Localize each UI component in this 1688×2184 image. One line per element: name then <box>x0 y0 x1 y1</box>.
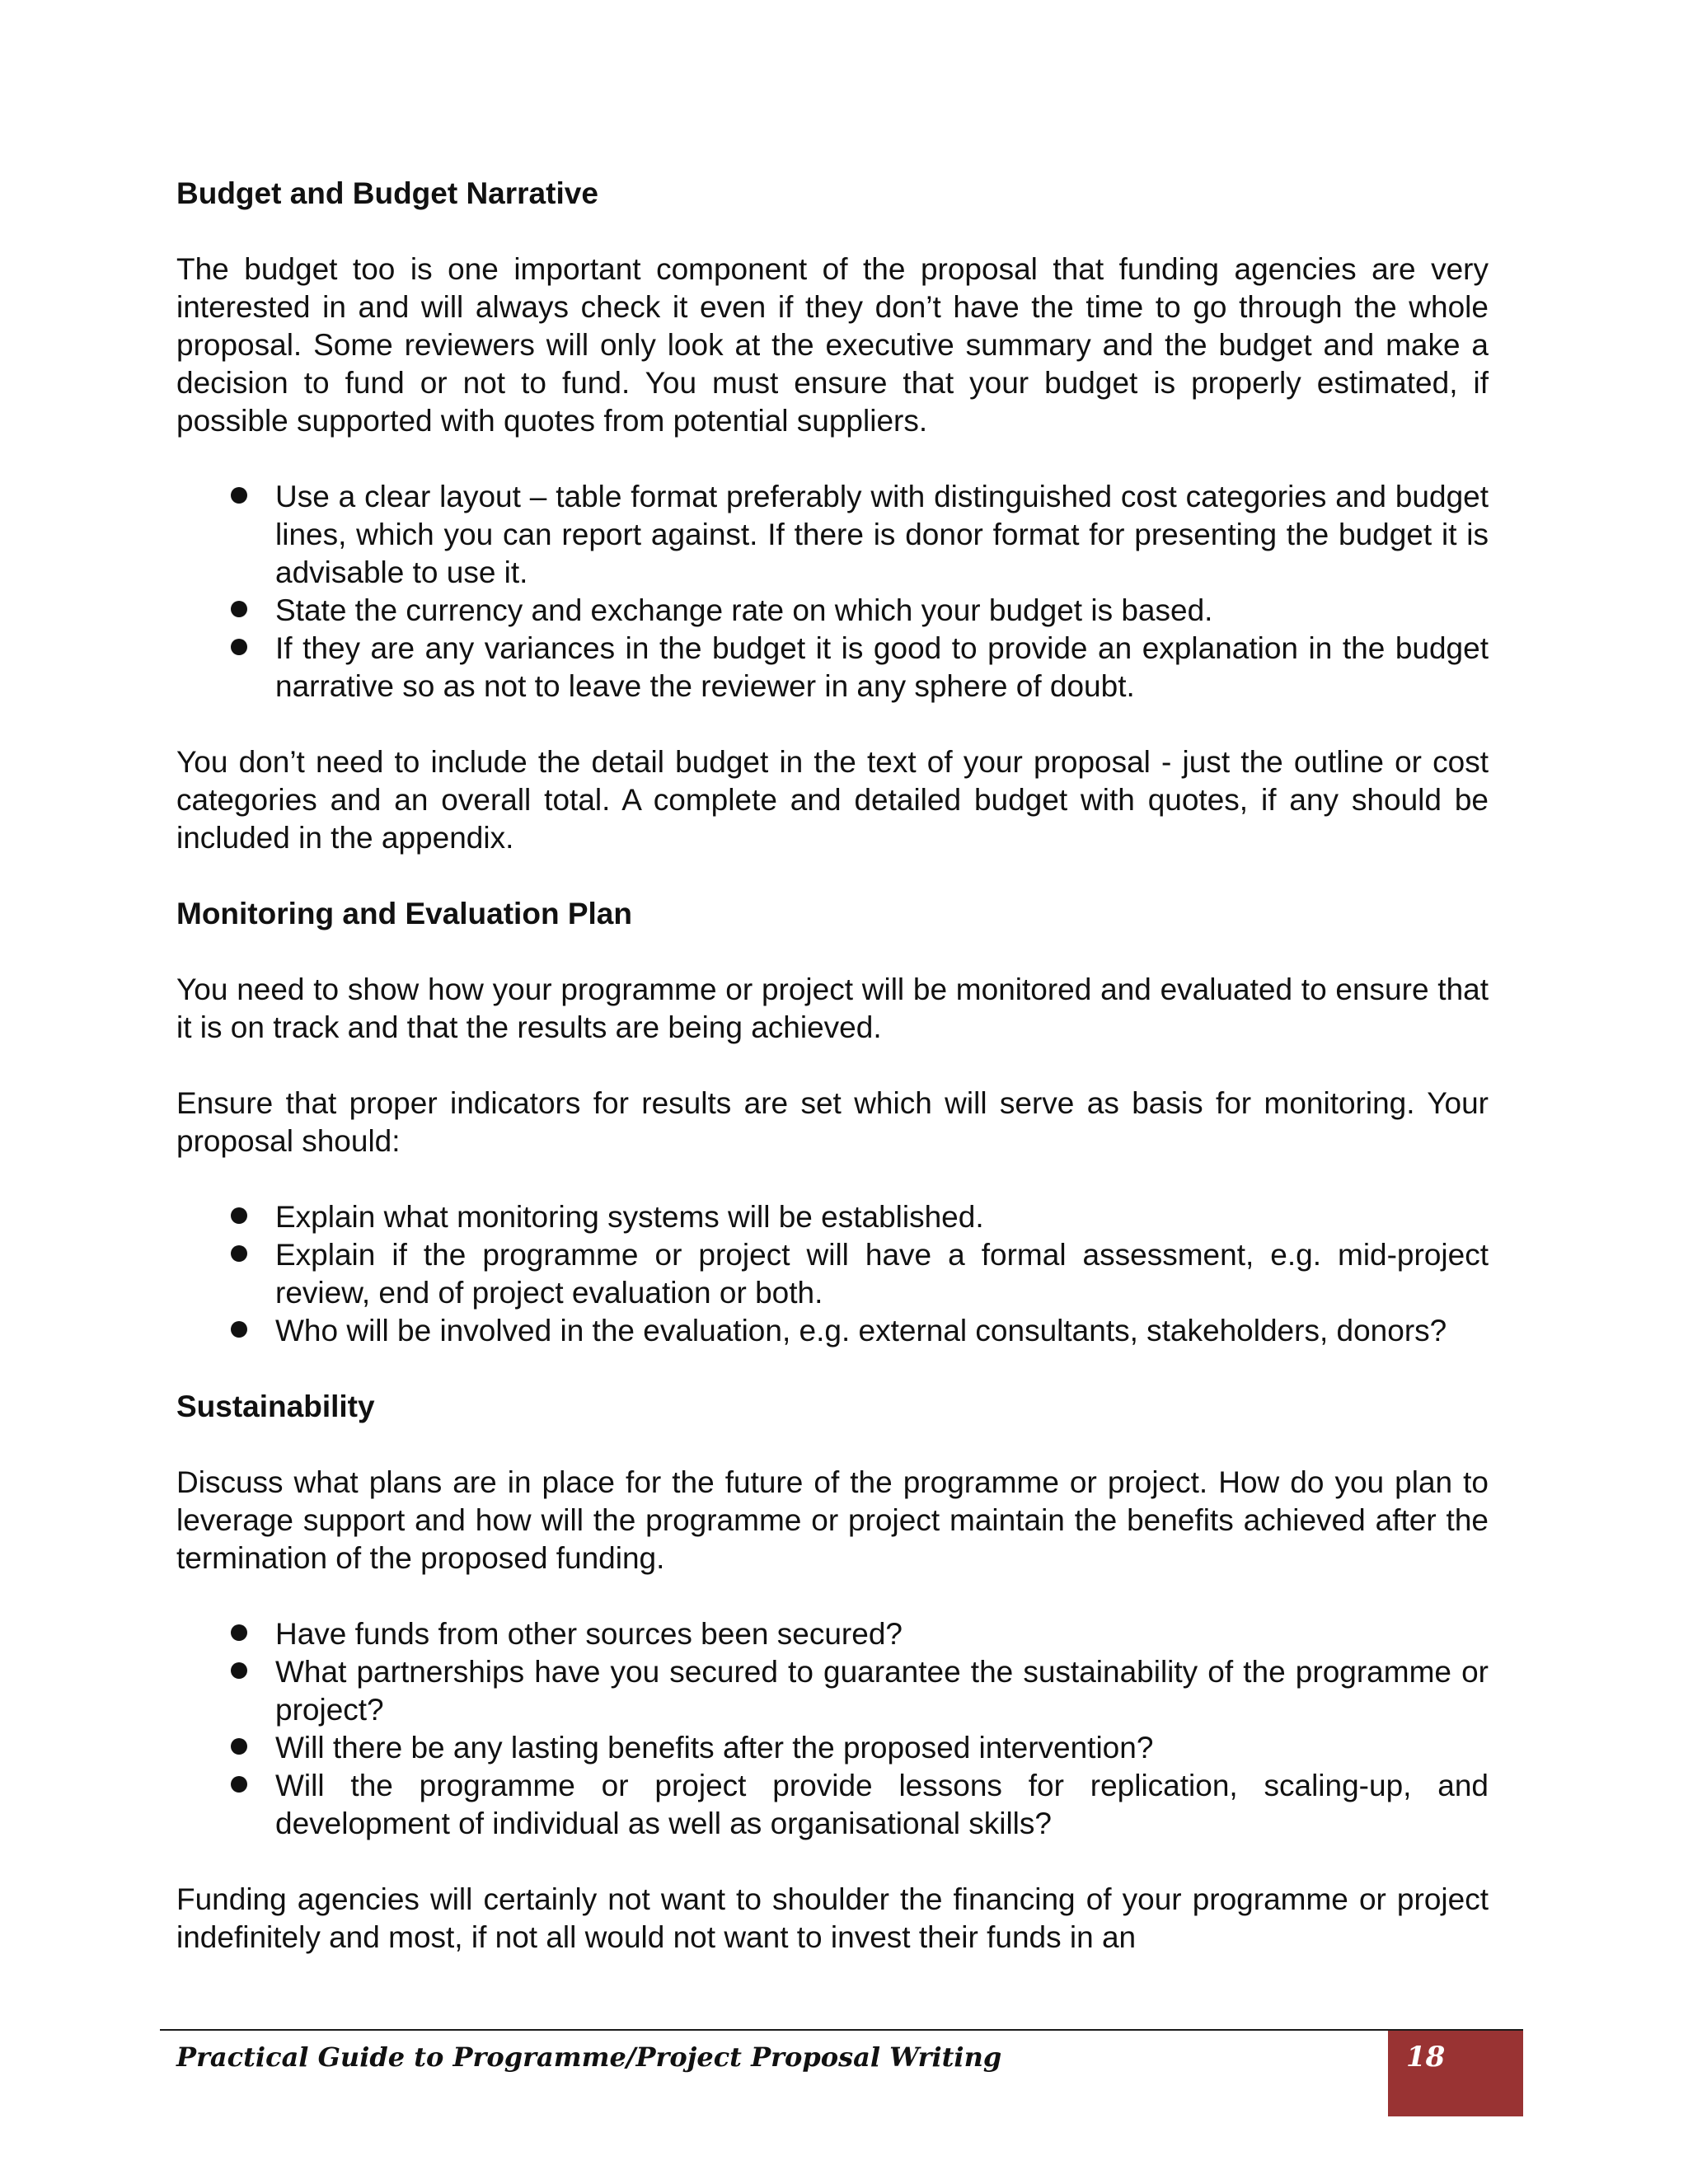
budget-closing-paragraph: You don’t need to include the detail budget in the text of your proposal - just the outline or cost categories and an overall total. A complete and detailed budget with quotes, if any should be included in the appendix. <box>176 745 1489 855</box>
bullet-icon <box>231 601 247 617</box>
section-heading-budget: Budget and Budget Narrative <box>176 176 598 210</box>
section-sustainability <box>176 1388 1489 1957</box>
list-item <box>176 1653 1489 1729</box>
bullet-icon <box>231 1207 247 1224</box>
bullet-icon <box>231 1738 247 1755</box>
list-item <box>176 478 1489 592</box>
list-item-text: Explain if the programme or project will have a formal assessment, e.g. mid-project review, end of project evaluation or both. <box>275 1238 1489 1310</box>
page-number: 18 <box>1406 2041 1446 2074</box>
section-budget <box>176 175 1489 857</box>
list-item <box>176 1312 1489 1350</box>
list-item-text: State the currency and exchange rate on which your budget is based. <box>275 593 1213 627</box>
bullet-icon <box>231 1321 247 1338</box>
footer-divider <box>160 2029 1523 2031</box>
section-heading-monitoring: Monitoring and Evaluation Plan <box>176 897 632 930</box>
monitoring-paragraph-1: You need to show how your programme or project will be monitored and evaluated to ensure that it is on track and that the results are being achieved. <box>176 972 1489 1044</box>
section-heading-sustainability: Sustainability <box>176 1390 375 1423</box>
sustainability-closing-paragraph: Funding agencies will certainly not want to shoulder the financing of your programme or project indefinitely and most, if not all would not want to invest their funds in an <box>176 1882 1489 1954</box>
list-item <box>176 1236 1489 1312</box>
list-item <box>176 1198 1489 1236</box>
page-number-badge <box>1388 2031 1523 2116</box>
monitoring-paragraph-2: Ensure that proper indicators for results are set which will serve as basis for monitoring. Your proposal should: <box>176 1086 1489 1158</box>
list-item-text: Explain what monitoring systems will be established. <box>275 1200 984 1234</box>
list-item <box>176 630 1489 705</box>
list-item-text: What partnerships have you secured to guarantee the sustainability of the programme or project? <box>275 1655 1489 1727</box>
list-item-text: Will the programme or project provide lessons for replication, scaling-up, and development of individual as well as organisational skills? <box>275 1769 1489 1840</box>
bullet-icon <box>231 487 247 504</box>
section-monitoring <box>176 895 1489 1350</box>
list-item-text: Have funds from other sources been secured? <box>275 1617 903 1651</box>
list-item <box>176 592 1489 630</box>
list-item-text: Use a clear layout – table format preferably with distinguished cost categories and budget lines, which you can report against. If there is donor format for presenting the budget it is advisable to use it. <box>275 480 1489 589</box>
bullet-icon <box>231 1776 247 1793</box>
monitoring-bullet-list <box>176 1198 1489 1350</box>
list-item-text: If they are any variances in the budget it is good to provide an explanation in the budget narrative so as not to leave the reviewer in any sphere of doubt. <box>275 631 1489 703</box>
budget-bullet-list <box>176 478 1489 705</box>
bullet-icon <box>231 1624 247 1641</box>
list-item-text: Will there be any lasting benefits after the proposed intervention? <box>275 1731 1154 1765</box>
bullet-icon <box>231 1245 247 1262</box>
bullet-icon <box>231 1662 247 1679</box>
bullet-icon <box>231 639 247 655</box>
list-item <box>176 1729 1489 1767</box>
sustainability-bullet-list <box>176 1615 1489 1843</box>
list-item <box>176 1615 1489 1653</box>
footer-title: Practical Guide to Programme/Project Proposal Writing <box>176 2041 1002 2073</box>
sustainability-intro-paragraph: Discuss what plans are in place for the future of the programme or project. How do you plan to leverage support and how will the programme or project maintain the benefits achieved after the termination of the proposed funding. <box>176 1465 1489 1575</box>
list-item <box>176 1767 1489 1843</box>
budget-intro-paragraph: The budget too is one important component of the proposal that funding agencies are very interested in and will always check it even if they don’t have the time to go through the whole proposal. Some reviewers will only look at the executive summary and the budget and make a decision to fund or not to fund. You must ensure that your budget is properly estimated, if possible supported with quotes from potential suppliers. <box>176 252 1489 438</box>
page-content <box>176 175 1489 1957</box>
list-item-text: Who will be involved in the evaluation, e.g. external consultants, stakeholders, donors? <box>275 1314 1447 1347</box>
